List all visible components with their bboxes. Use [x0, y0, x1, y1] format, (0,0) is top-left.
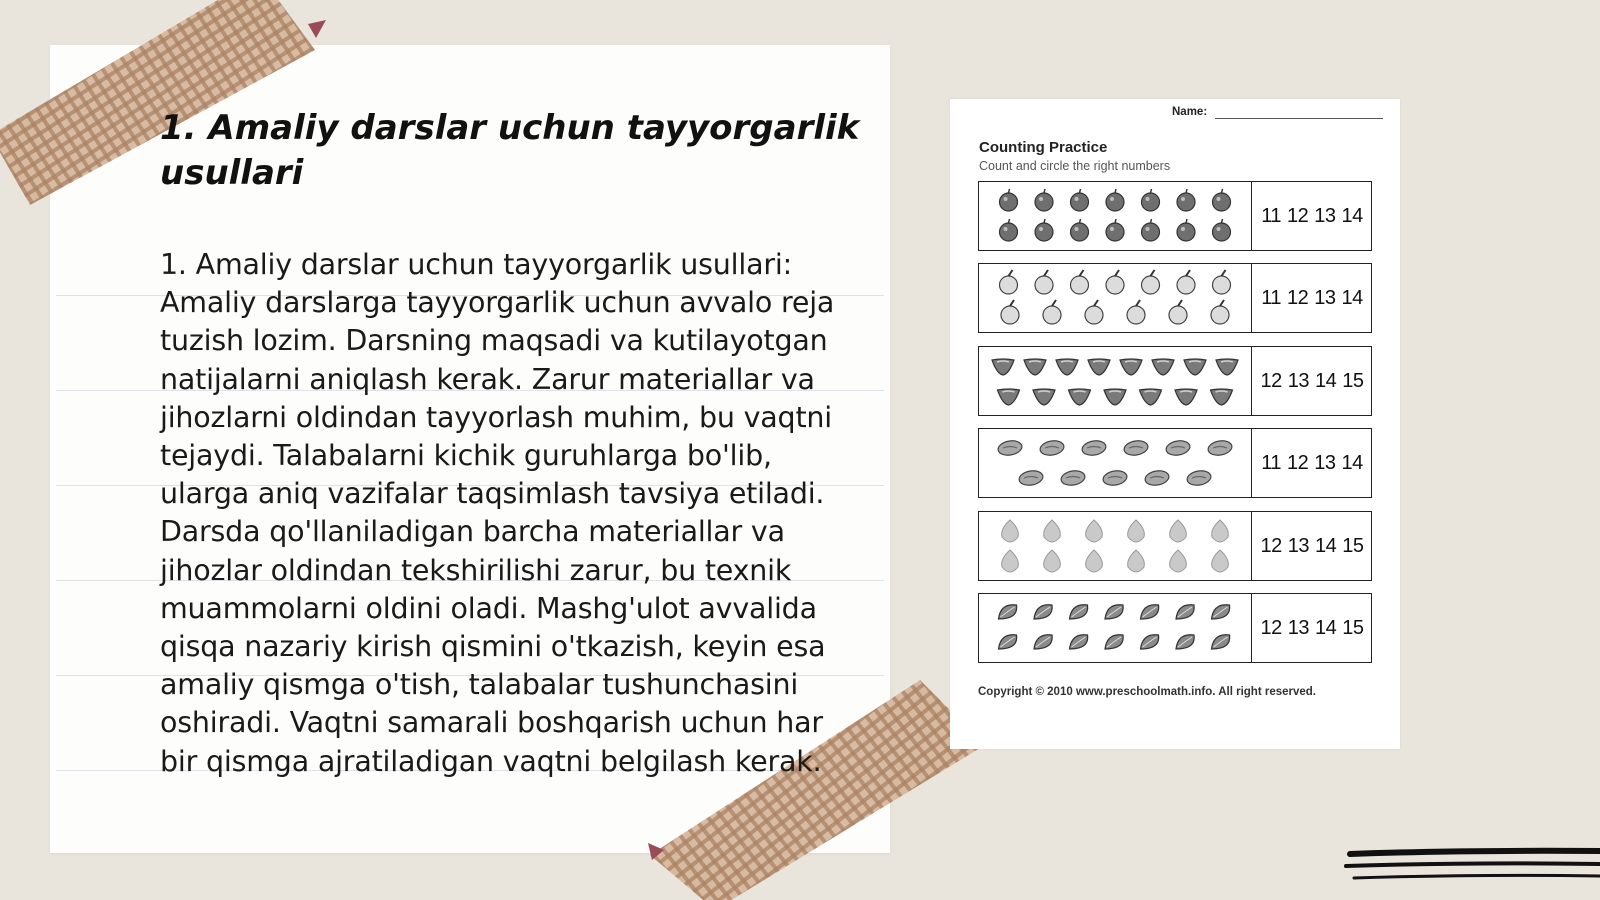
worksheet-subtitle: Count and circle the right numbers [979, 159, 1171, 173]
apple-icon [1177, 219, 1195, 241]
worksheet-row-divider [1251, 512, 1252, 580]
bean-icon [997, 439, 1023, 457]
onion-icon [1169, 300, 1187, 324]
number-option: 12 [1287, 204, 1309, 227]
number-option: 12 [1260, 616, 1282, 639]
garlic-icon [1128, 550, 1145, 572]
worksheet-row-divider [1251, 347, 1252, 415]
leaf-icon [1212, 635, 1230, 649]
leaf-icon [1034, 635, 1052, 649]
bean-icon [1060, 469, 1086, 487]
pepper-icon [1069, 389, 1091, 405]
number-option: 13 [1287, 534, 1309, 557]
onion-icon [1001, 300, 1019, 324]
leaf-icon [1070, 605, 1088, 619]
garlic-icon [1086, 550, 1103, 572]
worksheet-pictures [979, 264, 1251, 332]
number-option: 15 [1342, 369, 1364, 392]
worksheet-name-label: Name: [1172, 106, 1208, 118]
worksheet-copyright: Copyright © 2010 www.preschoolmath.info. All right reserved. [978, 686, 1316, 698]
number-option: 12 [1260, 369, 1282, 392]
leaf-icon [999, 605, 1017, 619]
bean-icon [1165, 439, 1191, 457]
leaf-icon [1034, 605, 1052, 619]
onion-icon [1213, 270, 1231, 294]
onion-icon [1000, 270, 1018, 294]
pepper-icon [998, 389, 1020, 405]
number-options [1253, 182, 1371, 250]
onion-icon [1085, 300, 1103, 324]
garlic-icon [1002, 520, 1019, 542]
onion-icon [1177, 270, 1195, 294]
onion-icon [1142, 270, 1160, 294]
number-options [1253, 347, 1371, 415]
pepper-icon [1140, 389, 1162, 405]
apple-icon [1071, 189, 1089, 211]
number-option: 14 [1341, 451, 1363, 474]
worksheet-name-line [1215, 118, 1383, 119]
leaf-icon [1176, 605, 1194, 619]
worksheet-row-divider [1251, 594, 1252, 662]
worksheet-pictures [979, 512, 1251, 580]
bean-icon [1081, 439, 1107, 457]
pepper-icon [1152, 359, 1174, 375]
onion-icon [1035, 270, 1053, 294]
slide-body-text: 1. Amaliy darslar uchun tayyorgarlik usullari: Amaliy darslarga tayyorgarlik uchun avvalo reja tuzish lozim. Darsning maqsadi va kutilayotgan natijalarni aniqlash kerak. Zarur materiallar va jihozlarni oldindan tayyorlash muhim, bu vaqtni tejaydi. Talabalarni kichik guruhlarga bo'lib, ularga aniq vazifalar taqsimlash tavsiya etiladi. Darsda qo'llaniladigan barcha materiallar va jihozlar oldindan tekshirilishi zarur, bu texnik muammolarni oldini oladi. Mashg'ulot avvalida qisqa nazariy kirish qismini o'tkazish, keyin esa amaliy qismga o'tish, talabalar tushunchasini oshiradi. Vaqtni samarali boshqarish uchun har bir qismga ajratiladigan vaqtni belgilash kerak. [160, 248, 835, 778]
apple-icon [1106, 219, 1124, 241]
worksheet-row-divider [1251, 429, 1252, 497]
leaf-icon [1105, 605, 1123, 619]
counting-worksheet [950, 99, 1400, 749]
bean-icon [1123, 439, 1149, 457]
pin-icon [308, 20, 326, 38]
number-option: 11 [1261, 451, 1281, 474]
number-option: 13 [1287, 369, 1309, 392]
apple-icon [1071, 219, 1089, 241]
number-option: 15 [1342, 534, 1364, 557]
number-option: 13 [1314, 451, 1336, 474]
apple-icon [1106, 189, 1124, 211]
apple-icon [1000, 219, 1018, 241]
garlic-icon [1212, 550, 1229, 572]
brush-stroke-decoration [1340, 840, 1600, 890]
number-option: 15 [1342, 616, 1364, 639]
apple-icon [1213, 189, 1231, 211]
worksheet-pictures [979, 182, 1251, 250]
worksheet-pictures [979, 429, 1251, 497]
number-options [1253, 594, 1371, 662]
leaf-icon [1212, 605, 1230, 619]
pepper-icon [992, 359, 1014, 375]
pepper-icon [1024, 359, 1046, 375]
pepper-icon [1175, 389, 1197, 405]
pepper-icon [1211, 389, 1233, 405]
worksheet-pictures [979, 347, 1251, 415]
leaf-icon [1176, 635, 1194, 649]
garlic-icon [1212, 520, 1229, 542]
apple-icon [1000, 189, 1018, 211]
number-option: 13 [1314, 286, 1336, 309]
pepper-icon [1120, 359, 1142, 375]
number-option: 14 [1315, 369, 1337, 392]
onion-icon [1127, 300, 1145, 324]
garlic-icon [1044, 520, 1061, 542]
garlic-icon [1086, 520, 1103, 542]
worksheet-row-divider [1251, 182, 1252, 250]
worksheet-pictures [979, 594, 1251, 662]
bean-icon [1018, 469, 1044, 487]
number-option: 11 [1261, 286, 1281, 309]
bean-icon [1039, 439, 1065, 457]
number-option: 14 [1315, 534, 1337, 557]
garlic-icon [1170, 550, 1187, 572]
onion-icon [1043, 300, 1061, 324]
worksheet-row-divider [1251, 264, 1252, 332]
worksheet-row [978, 346, 1372, 416]
onion-icon [1071, 270, 1089, 294]
apple-icon [1142, 189, 1160, 211]
number-options [1253, 264, 1371, 332]
onion-icon [1106, 270, 1124, 294]
bean-icon [1207, 439, 1233, 457]
worksheet-row [978, 181, 1372, 251]
pepper-icon [1184, 359, 1206, 375]
apple-icon [1035, 189, 1053, 211]
garlic-icon [1044, 550, 1061, 572]
bean-icon [1144, 469, 1170, 487]
leaf-icon [1141, 635, 1159, 649]
leaf-icon [1105, 635, 1123, 649]
apple-icon [1142, 219, 1160, 241]
leaf-icon [999, 635, 1017, 649]
number-options [1253, 512, 1371, 580]
pepper-icon [1033, 389, 1055, 405]
onion-icon [1211, 300, 1229, 324]
slide-title: 1. Amaliy darslar uchun tayyorgarlik usullari [160, 108, 860, 193]
number-option: 14 [1315, 616, 1337, 639]
pepper-icon [1088, 359, 1110, 375]
pepper-icon [1216, 359, 1238, 375]
worksheet-row [978, 428, 1372, 498]
number-option: 11 [1261, 204, 1281, 227]
number-option: 13 [1314, 204, 1336, 227]
number-option: 12 [1287, 451, 1309, 474]
number-option: 14 [1341, 286, 1363, 309]
garlic-icon [1002, 550, 1019, 572]
worksheet-row [978, 593, 1372, 663]
worksheet-row [978, 263, 1372, 333]
apple-icon [1213, 219, 1231, 241]
number-option: 14 [1341, 204, 1363, 227]
garlic-icon [1170, 520, 1187, 542]
number-option: 12 [1287, 286, 1309, 309]
bean-icon [1102, 469, 1128, 487]
pepper-icon [1056, 359, 1078, 375]
leaf-icon [1070, 635, 1088, 649]
apple-icon [1177, 189, 1195, 211]
bean-icon [1186, 469, 1212, 487]
number-option: 12 [1260, 534, 1282, 557]
worksheet-row [978, 511, 1372, 581]
number-option: 13 [1287, 616, 1309, 639]
worksheet-title: Counting Practice [979, 139, 1108, 156]
garlic-icon [1128, 520, 1145, 542]
leaf-icon [1141, 605, 1159, 619]
number-options [1253, 429, 1371, 497]
apple-icon [1035, 219, 1053, 241]
pepper-icon [1104, 389, 1126, 405]
